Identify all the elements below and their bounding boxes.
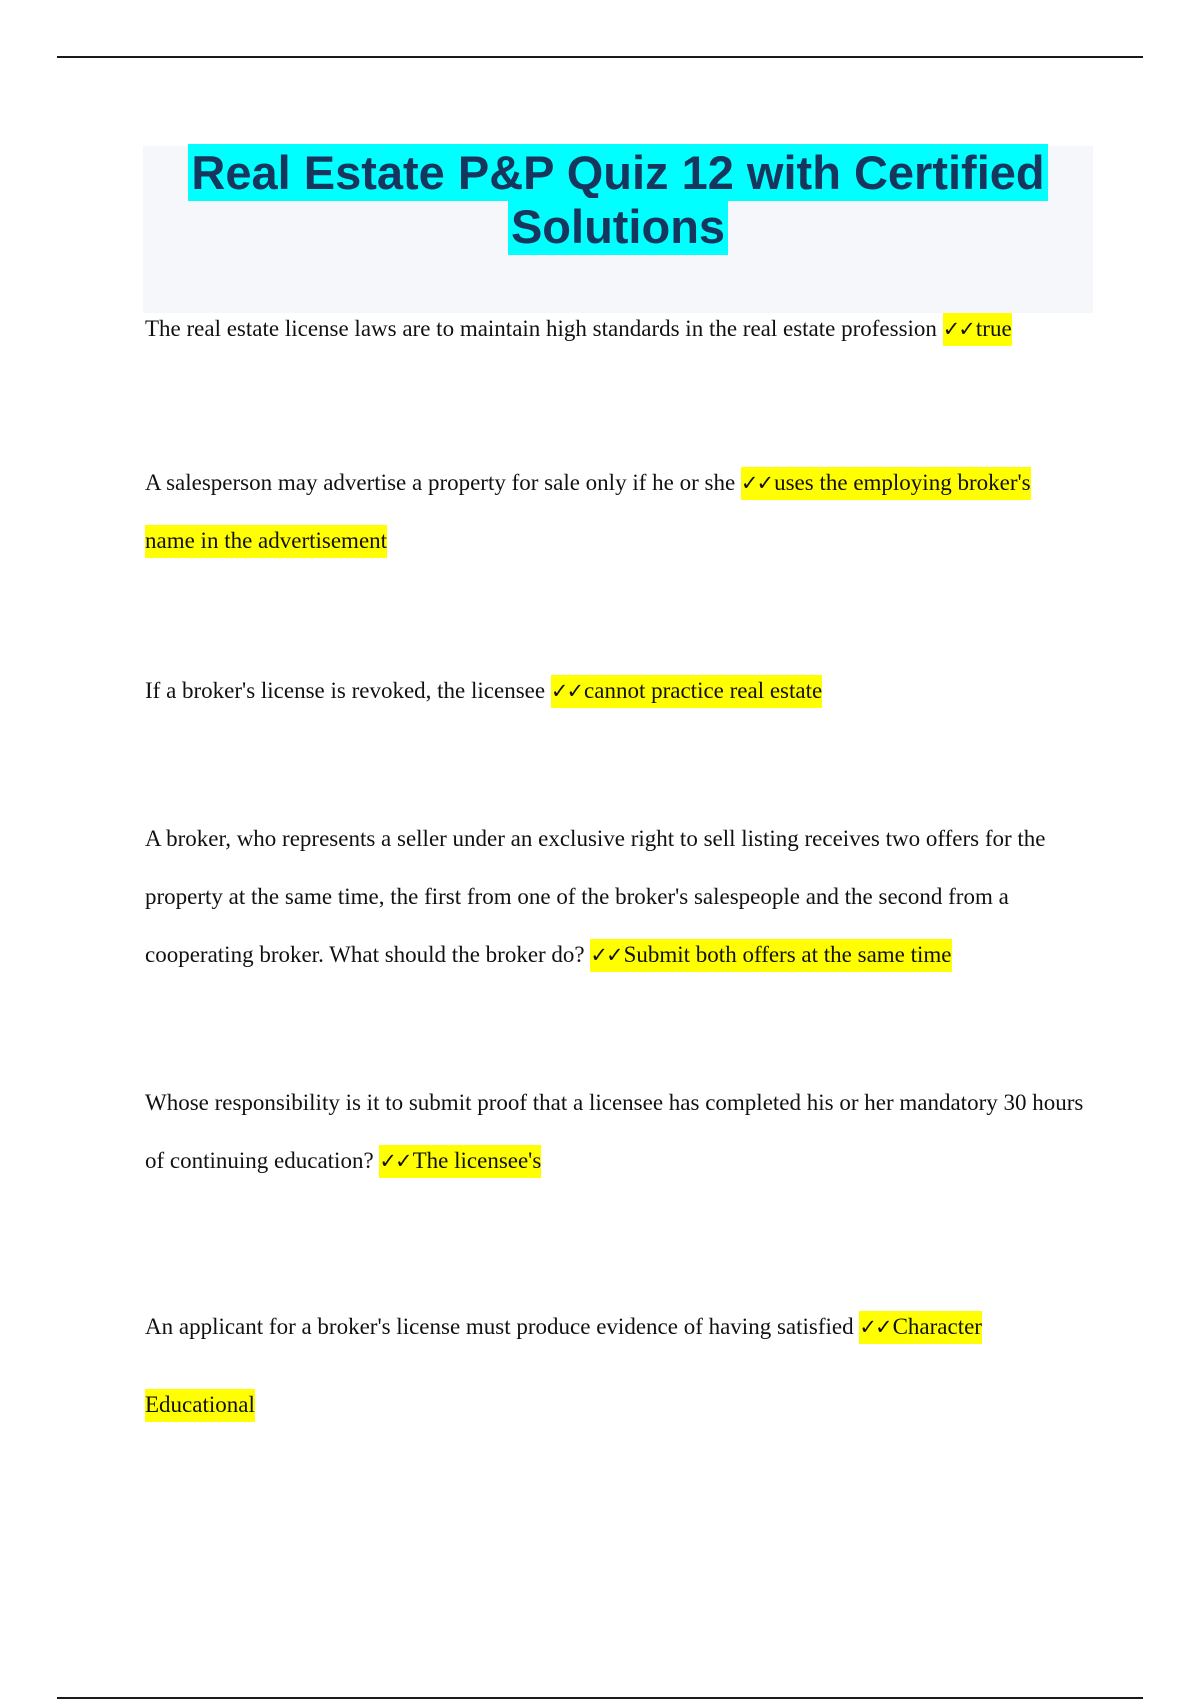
qa-item-1	[145, 300, 1085, 358]
answer-text: The licensee's	[412, 1148, 542, 1173]
answer-text: Submit both offers at the same time	[623, 942, 952, 967]
answer-text: uses the employing broker's name in the advertisement	[145, 470, 1031, 553]
check-icon: ✓✓	[740, 471, 773, 495]
answer-text: Character Educational	[145, 1314, 982, 1417]
answer-highlight	[943, 313, 1012, 346]
question-text: A broker, who represents a seller under an exclusive right to sell listing receives two offers for the property at the same time, the first from one of the broker's salespeople and the second from a cooperating broker. What should the broker do?	[145, 826, 1046, 967]
page-title	[143, 146, 1093, 254]
qa-item-3	[145, 662, 1085, 720]
header-rule	[57, 56, 1143, 58]
answer-text: true	[975, 316, 1012, 341]
footer-rule	[57, 1697, 1143, 1699]
check-icon: ✓✓	[550, 679, 583, 703]
answer-highlight	[590, 939, 951, 972]
answer-highlight	[379, 1145, 541, 1178]
check-icon: ✓✓	[379, 1149, 411, 1173]
question-text: Whose responsibility is it to submit proof that a licensee has completed his or her mandatory 30 hours of continuing education?	[145, 1090, 1084, 1173]
page-title-text: Real Estate P&P Quiz 12 with Certified Solutions	[188, 144, 1047, 255]
question-text: The real estate license laws are to maintain high standards in the real estate profession	[145, 316, 937, 341]
answer-text: cannot practice real estate	[584, 678, 823, 703]
qa-item-2	[145, 454, 1085, 570]
check-icon: ✓✓	[942, 317, 974, 341]
title-box	[143, 146, 1093, 313]
qa-item-6	[145, 1288, 1085, 1443]
question-text: A salesperson may advertise a property for sale only if he or she	[145, 470, 736, 495]
question-text: If a broker's license is revoked, the licensee	[145, 678, 546, 703]
qa-item-4	[145, 810, 1085, 984]
answer-highlight	[551, 675, 822, 708]
check-icon: ✓✓	[590, 943, 622, 967]
question-text: An applicant for a broker's license must produce evidence of having satisfied	[145, 1314, 854, 1339]
check-icon: ✓✓	[859, 1315, 891, 1339]
qa-item-5	[145, 1074, 1085, 1190]
